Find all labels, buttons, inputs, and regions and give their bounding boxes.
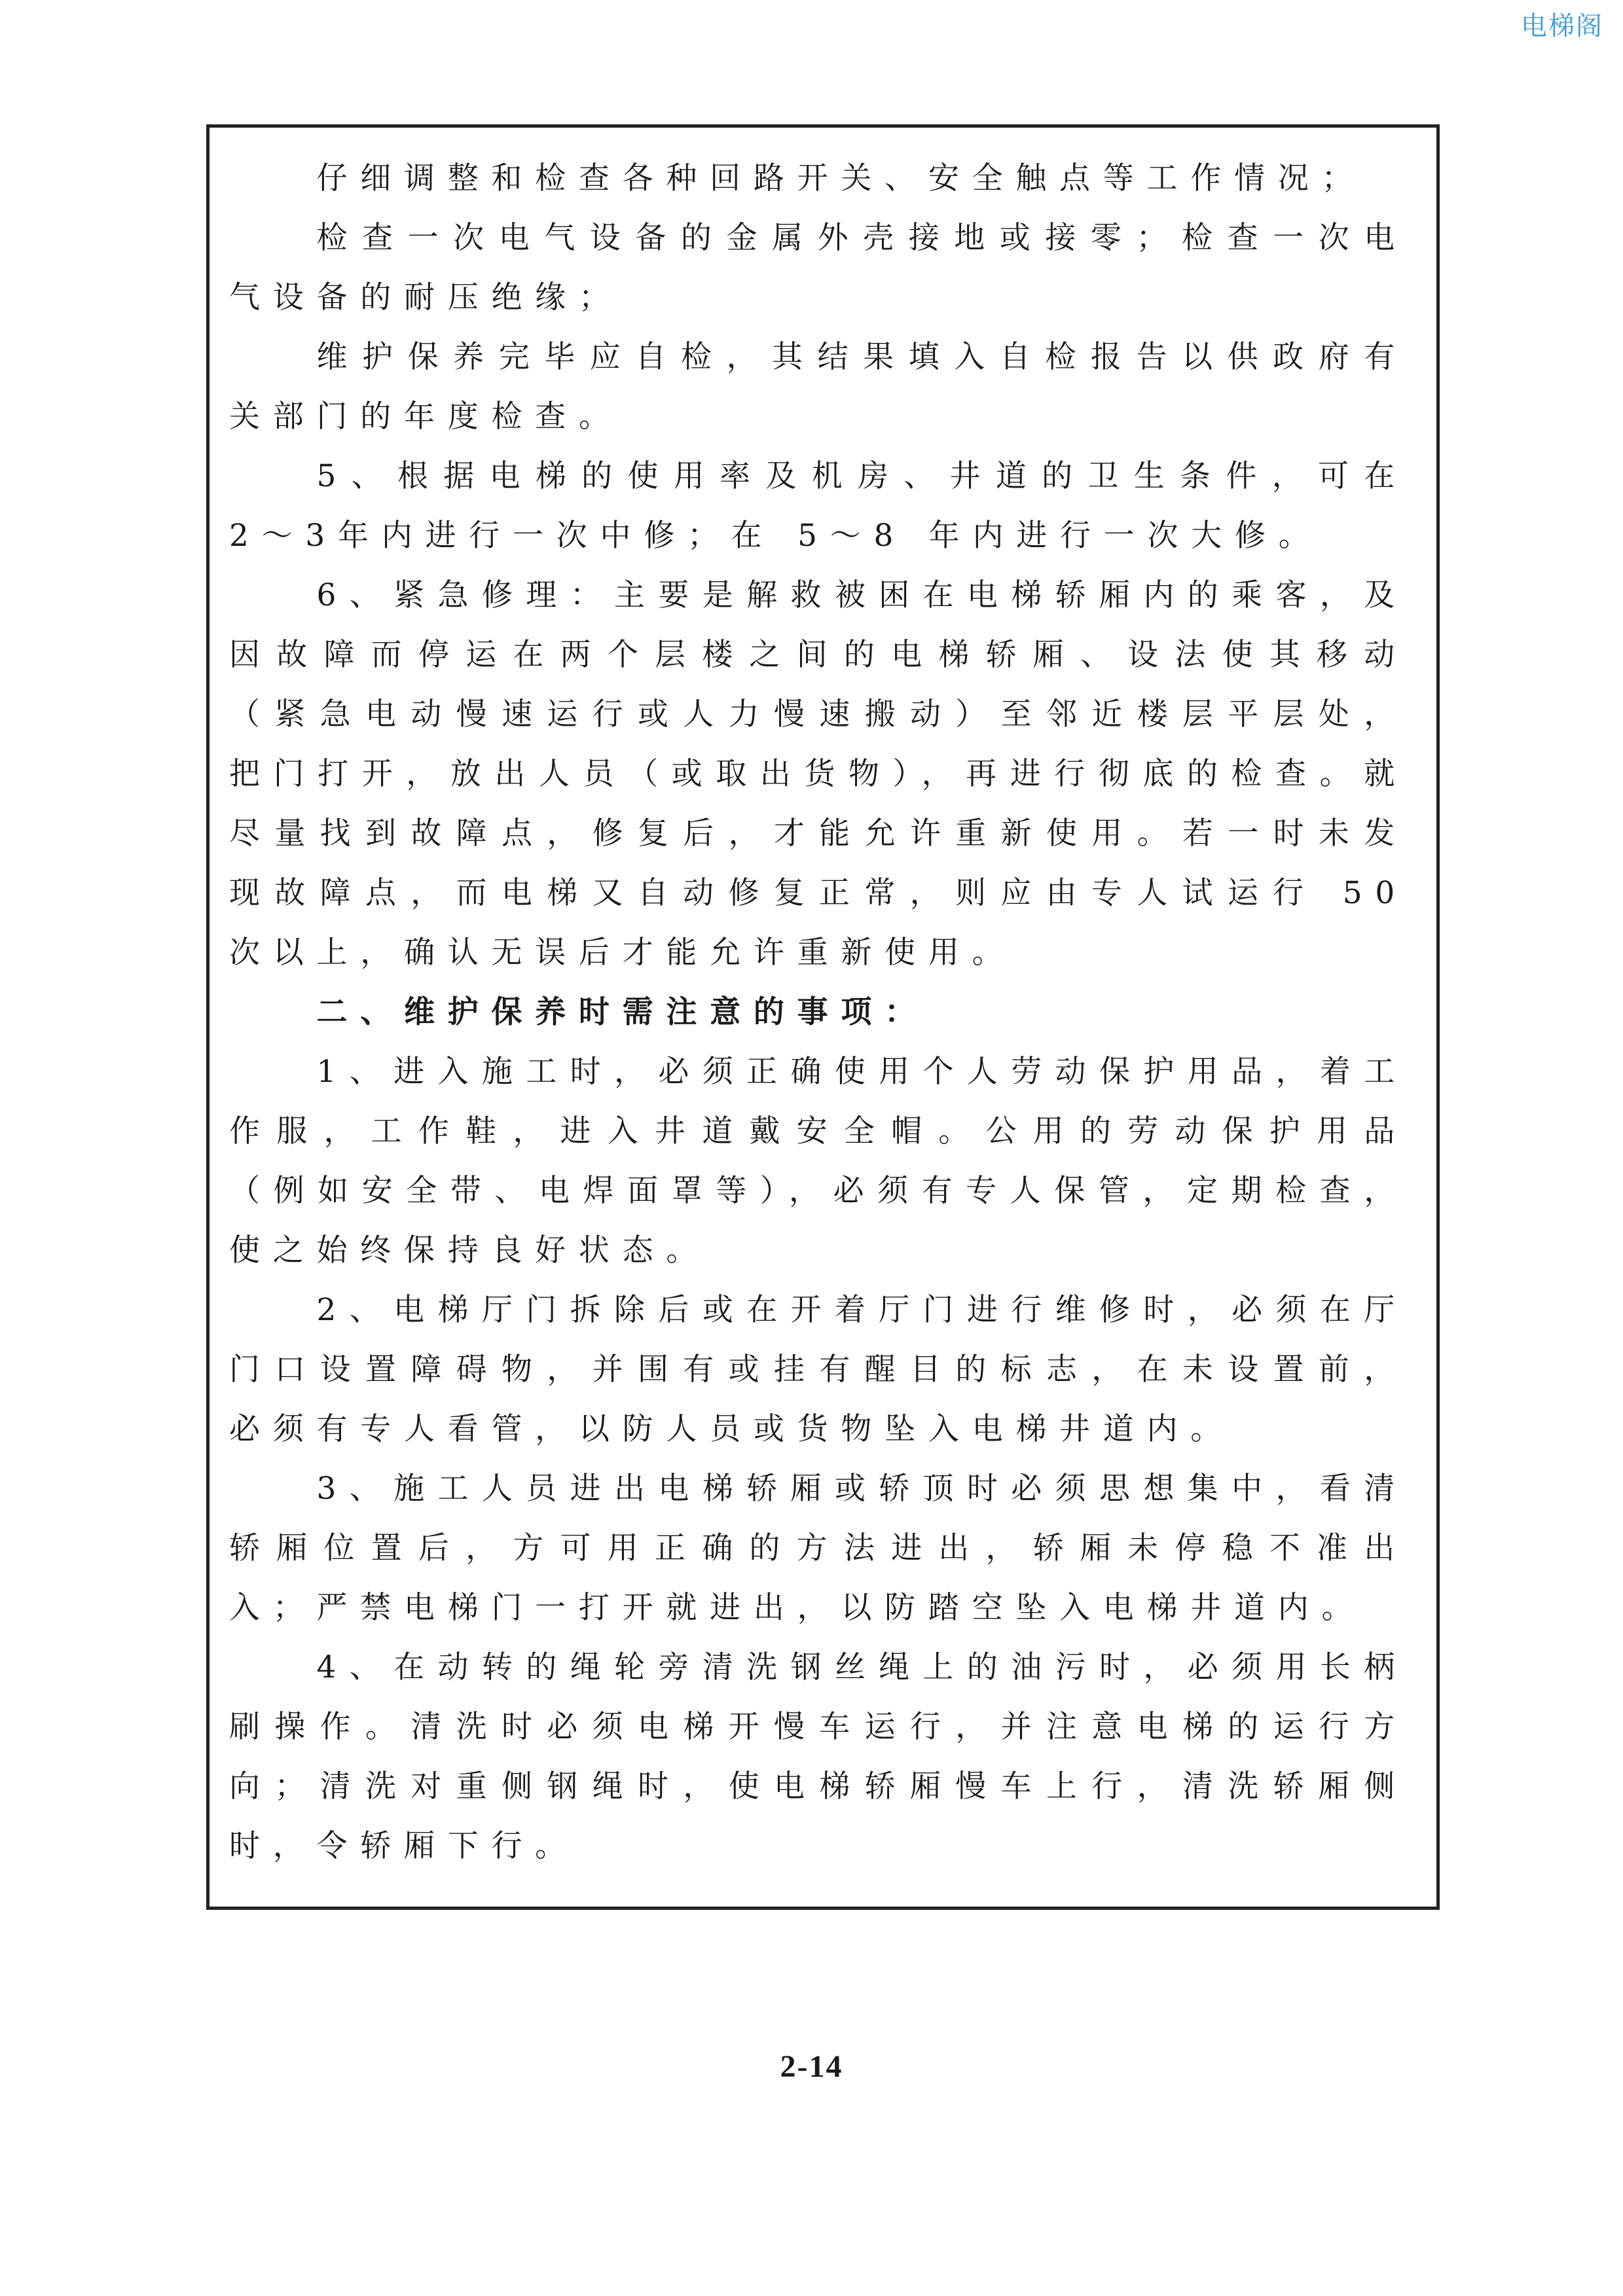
section-heading: 二、维护保养时需注意的事项： [316,994,928,1030]
paragraph-3: 5、根据电梯的使用率及机房、井道的卫生条件，可在 2～3年内进行一次中修；在 5～8 年内进行一次大修。 [229,458,1408,554]
watermark-text: 电梯阁 [1521,11,1603,41]
page-number: 2-14 [780,2049,843,2084]
document-frame [206,124,1440,1910]
paragraph-0: 仔细调整和检查各种回路开关、安全触点等工作情况； [316,160,1366,196]
paragraph-1: 检查一次电气设备的金属外壳接地或接零；检查一次电气设备的耐压绝缘； [229,220,1408,315]
paragraph-7: 2、电梯厅门拆除后或在开着厅门进行维修时，必须在厅门口设置障碍物，并围有或挂有醒目的标志，在未设置前，必须有专人看管，以防人员或货物坠入电梯井道内。 [229,1292,1408,1447]
paragraph-8: 3、施工人员进出电梯轿厢或轿顶时必须思想集中，看清轿厢位置后，方可用正确的方法进出，轿厢未停稳不准出入；严禁电梯门一打开就进出，以防踏空坠入电梯井道内。 [229,1471,1408,1626]
paragraph-9: 4、在动转的绳轮旁清洗钢丝绳上的油污时，必须用长柄刷操作。清洗时必须电梯开慢车运行，并注意电梯的运行方向；清洗对重侧钢绳时，使电梯轿厢慢车上行，清洗轿厢侧时，令轿厢下行。 [229,1649,1408,1864]
document-body [229,149,1408,1876]
paragraph-2: 维护保养完毕应自检，其结果填入自检报告以供政府有关部门的年度检查。 [229,339,1408,435]
paragraph-6: 1、进入施工时，必须正确使用个人劳动保护用品，着工作服，工作鞋，进入井道戴安全帽。公用的劳动保护用品（例如安全带、电焊面罩等），必须有专人保管，定期检查，使之始终保持良好状态。 [229,1054,1408,1268]
paragraph-4: 6、紧急修理：主要是解救被困在电梯轿厢内的乘客，及因故障而停运在两个层楼之间的电梯轿厢、设法使其移动（紧急电动慢速运行或人力慢速搬动）至邻近楼层平层处，把门打开，放出人员（或取出货物），再进行彻底的检查。就尽量找到故障点，修复后，才能允许重新使用。若一时未发现故障点，而电梯又自动修复正常，则应由专人试运行 50次以上，确认无误后才能允许重新使用。 [229,577,1408,971]
